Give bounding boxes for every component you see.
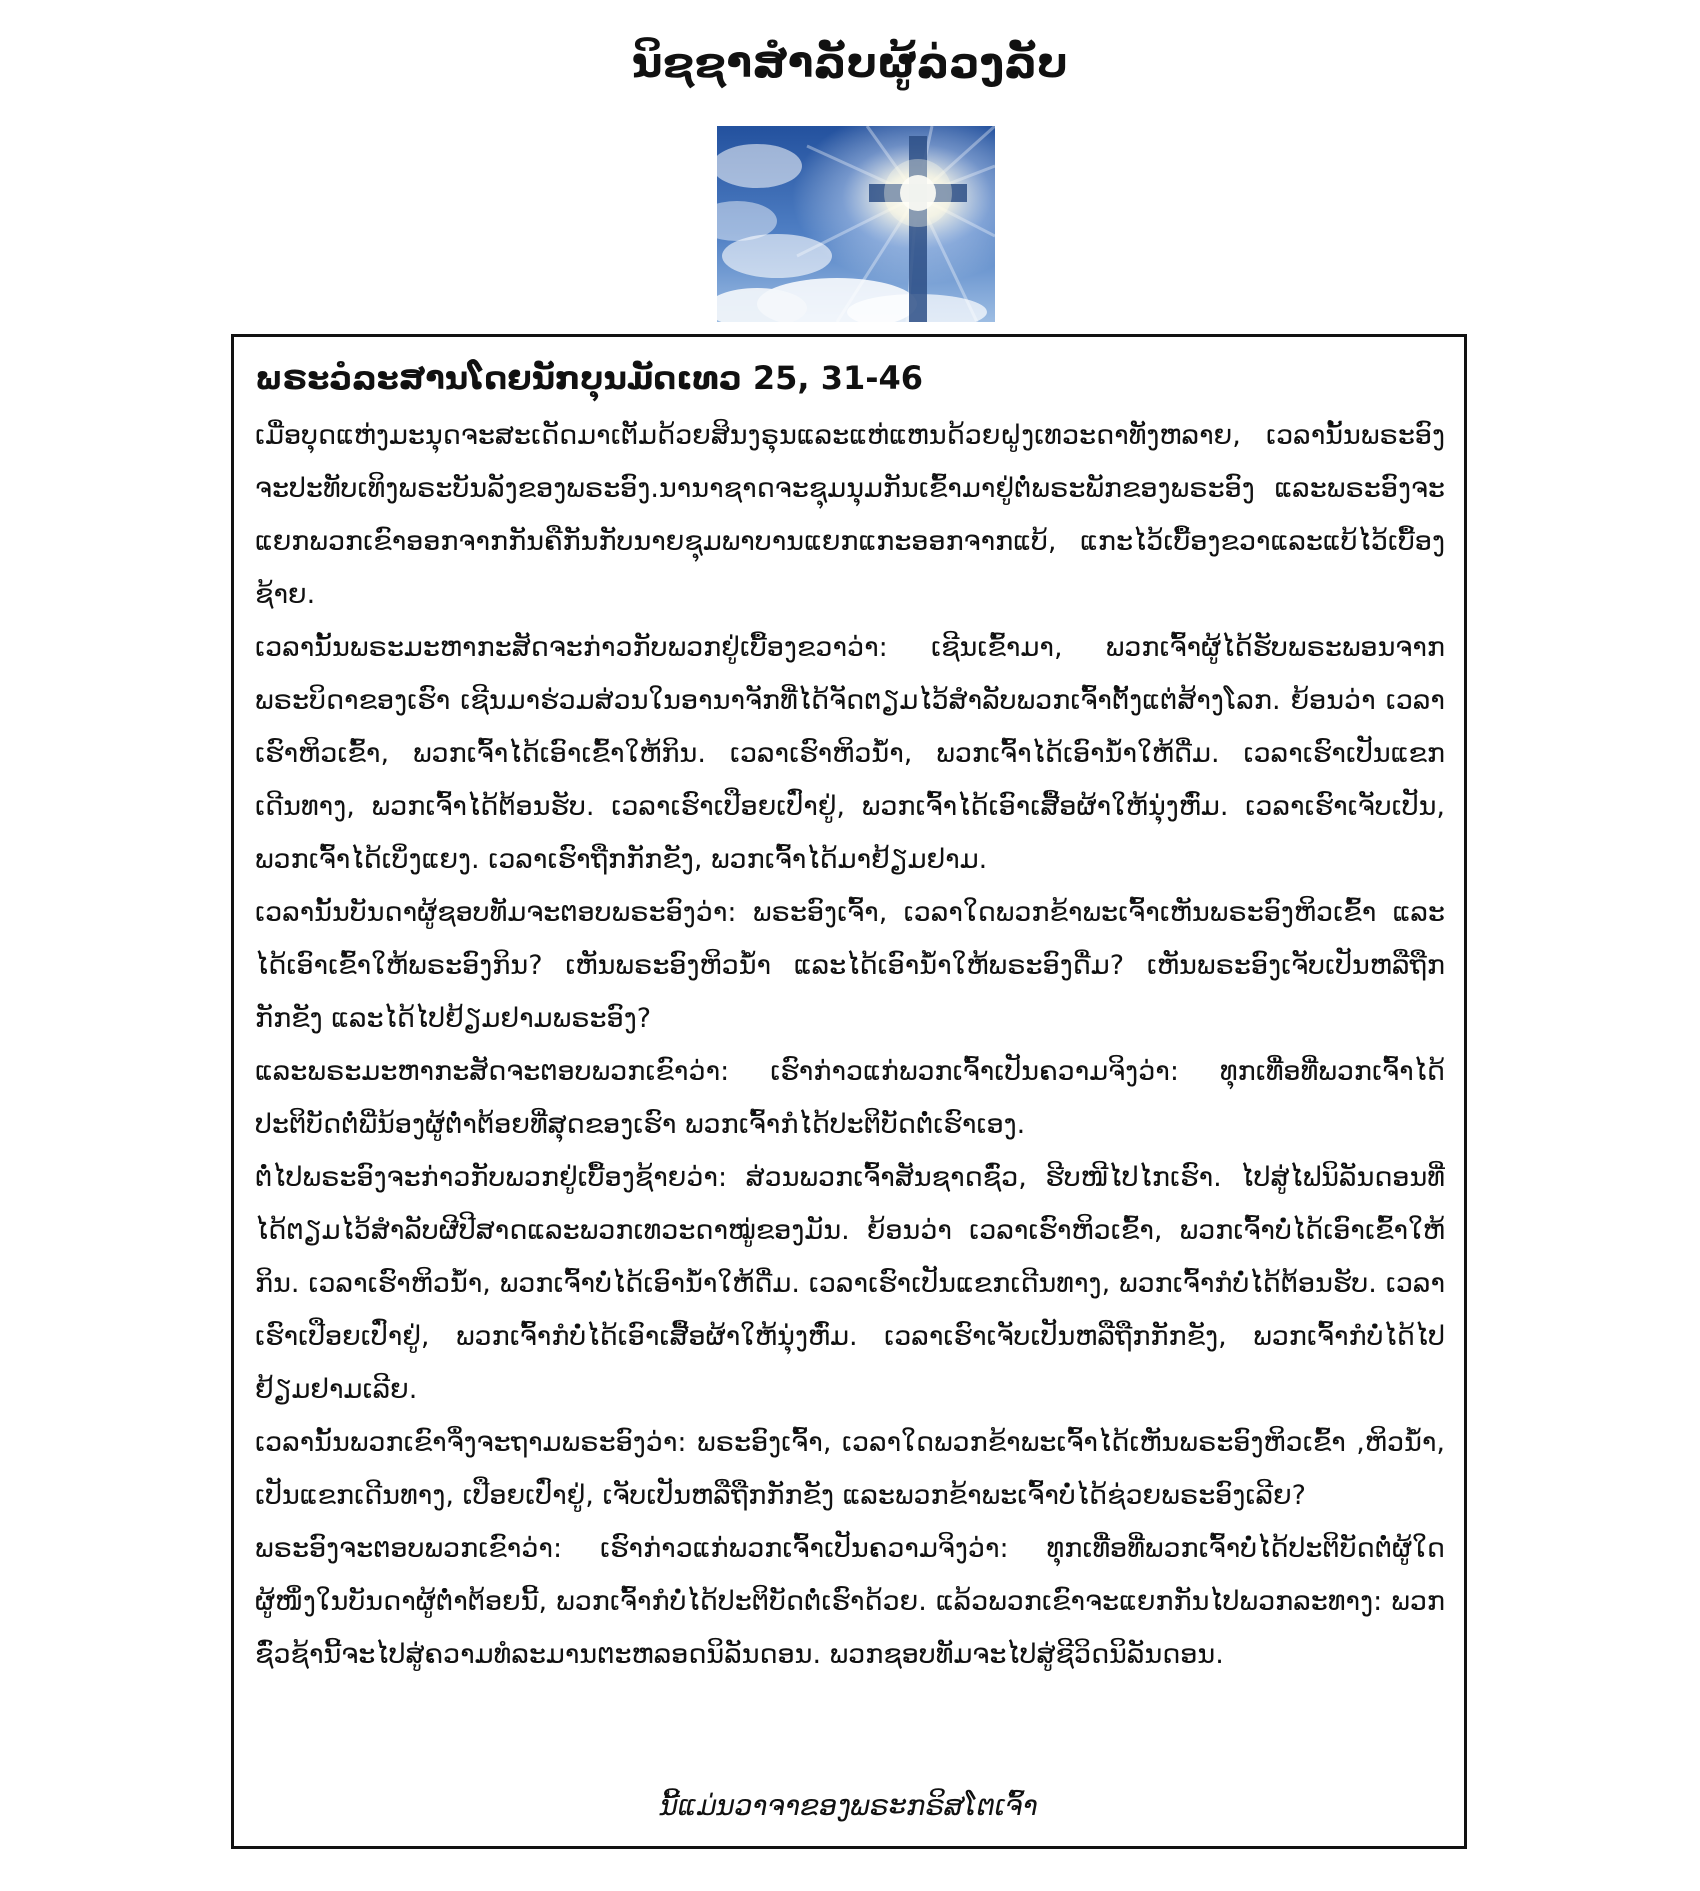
reading-paragraph: ເວລານັ້ນພຣະມະຫາກະສັດຈະກ່າວກັບພວກຢູ່ເບື້ອງຂວາວ່າ: ເຊີນເຂົ້າມາ, ພວກເຈົ້າຜູ້ໄດ້ຮັບພຣະພອນຈາກພຣະບິດາຂອງເຮົາ ເຊີນມາຮ່ວມສ່ວນໃນອານາຈັກທີ່ໄດ້ຈັດຕຽມໄວ້ສໍາລັບພວກເຈົ້າຕັ້ງແຕ່ສ້າງໂລກ. ຍ້ອນວ່າ ເວລາເຮົາຫິວເຂົ້າ, ພວກເຈົ້າໄດ້ເອົາເຂົ້າໃຫ້ກິນ. ເວລາເຮົາຫິວນໍ້າ, ພວກເຈົ້າໄດ້ເອົານໍ້າໃຫ້ດື່ມ. ເວລາເຮົາເປັນແຂກເດີນທາງ, ພວກເຈົ້າໄດ້ຕ້ອນຮັບ. ເວລາເຮົາເປືອຍເປົ່າຢູ່, ພວກເຈົ້າໄດ້ເອົາເສື້ອຜ້າໃຫ້ນຸ່ງຫົ່ມ. ເວລາເຮົາເຈັບເປັນ, ພວກເຈົ້າໄດ້ເບິ່ງແຍງ. ເວລາເຮົາຖືກກັກຂັງ, ພວກເຈົ້າໄດ້ມາຢ້ຽມຢາມ. [255, 632, 1445, 875]
reading-paragraph: ແລະພຣະມະຫາກະສັດຈະຕອບພວກເຂົາວ່າ: ເຮົາກ່າວແກ່ພວກເຈົ້າເປັນຄວາມຈິງວ່າ: ທຸກເທື່ອທີ່ພວກເຈົ້າໄດ້ປະຕິບັດຕໍ່ພີ່ນ້ອງຜູ້ຕໍ່າຕ້ອຍທີ່ສຸດຂອງເຮົາ ພວກເຈົ້າກໍໄດ້ປະຕິບັດຕໍ່ເຮົາເອງ. [255, 1056, 1445, 1140]
reading-paragraph: ເມື່ອບຸດແຫ່ງມະນຸດຈະສະເດັດມາເຕັມດ້ວຍສິນງຣຸນແລະແຫ່ແຫນດ້ວຍຝູງເທວະດາທັງຫລາຍ, ເວລານັ້ນພຣະອົງຈະປະທັບເທິງພຣະບັນລັງຂອງພຣະອົງ.ນານາຊາດຈະຊຸມນຸມກັນເຂົ້າມາຢູ່ຕໍ່ພຣະພັກຂອງພຣະອົງ ແລະພຣະອົງຈະແຍກພວກເຂົາອອກຈາກກັນຄືກັນກັບນາຍຊຸມພາບານແຍກແກະອອກຈາກແບ້, ແກະໄວ້ເບື້ອງຂວາແລະແບ້ໄວ້ເບື້ອງຊ້າຍ. [255, 420, 1445, 610]
closing-acclamation: ນີ້ແມ່ນວາຈາຂອງພຣະກຣິສໂຕເຈົ້າ [660, 1789, 1038, 1822]
reading-paragraph: ເວລານັ້ນພວກເຂົາຈຶ່ງຈະຖາມພຣະອົງວ່າ: ພຣະອົງເຈົ້າ, ເວລາໃດພວກຂ້າພະເຈົ້າໄດ້ເຫັນພຣະອົງຫິວເຂົ້າ ,ຫິວນໍ້າ, ເປັນແຂກເດີນທາງ, ເປືອຍເປົ່າຢູ່, ເຈັບເປັນຫລືຖືກກັກຂັງ ແລະພວກຂ້າພະເຈົ້າບໍ່ໄດ້ຊ່ວຍພຣະອົງເລີຍ? [255, 1427, 1445, 1511]
cross-in-sky-icon [717, 126, 995, 322]
reading-body [255, 409, 1445, 1681]
reading-paragraph: ເວລານັ້ນບັນດາຜູ້ຊອບທັມຈະຕອບພຣະອົງວ່າ: ພຣະອົງເຈົ້າ, ເວລາໃດພວກຂ້າພະເຈົ້າເຫັນພຣະອົງຫິວເຂົ້າ ແລະໄດ້ເອົາເຂົ້າໃຫ້ພຣະອົງກິນ? ເຫັນພຣະອົງຫິວນໍ້າ ແລະໄດ້ເອົານໍ້າໃຫ້ພຣະອົງດື່ມ? ເຫັນພຣະອົງເຈັບເປັນຫລືຖືກກັກຂັງ ແລະໄດ້ໄປຢ້ຽມຢາມພຣະອົງ? [255, 897, 1445, 1034]
reading-paragraph: ພຣະອົງຈະຕອບພວກເຂົາວ່າ: ເຮົາກ່າວແກ່ພວກເຈົ້າເປັນຄວາມຈິງວ່າ: ທຸກເທື່ອທີ່ພວກເຈົ້າບໍ່ໄດ້ປະຕິບັດຕໍ່ຜູ້ໃດຜູ້ໜຶ່ງໃນບັນດາຜູ້ຕໍ່າຕ້ອຍນີ້, ພວກເຈົ້າກໍບໍ່ໄດ້ປະຕິບັດຕໍ່ເຮົາດ້ວຍ. ແລ້ວພວກເຂົາຈະແຍກກັນໄປພວກລະທາງ: ພວກຊົ່ວຊ້ານີ້ຈະໄປສູ່ຄວາມທໍລະມານຕະຫລອດນິລັນດອນ. ພວກຊອບທັມຈະໄປສູ່ຊີວິດນິລັນດອນ. [255, 1533, 1445, 1670]
reading-paragraph: ຕໍ່ໄປພຣະອົງຈະກ່າວກັບພວກຢູ່ເບື້ອງຊ້າຍວ່າ: ສ່ວນພວກເຈົ້າສັນຊາດຊົ່ວ, ຮີບໜີໄປໄກເຮົາ. ໄປສູ່ໄຟນິລັນດອນທີ່ໄດ້ຕຽມໄວ້ສໍາລັບຜີປີສາດແລະພວກເທວະດາໝູ່ຂອງມັນ. ຍ້ອນວ່າ ເວລາເຮົາຫິວເຂົ້າ, ພວກເຈົ້າບໍ່ໄດ້ເອົາເຂົ້າໃຫ້ກິນ. ເວລາເຮົາຫິວນໍ້າ, ພວກເຈົ້າບໍ່ໄດ້ເອົານໍ້າໃຫ້ດື່ມ. ເວລາເຮົາເປັນແຂກເດີນທາງ, ພວກເຈົ້າກໍບໍ່ໄດ້ຕ້ອນຮັບ. ເວລາເຮົາເປືອຍເປົ່າຢູ່, ພວກເຈົ້າກໍບໍ່ໄດ້ເອົາເສື້ອຜ້າໃຫ້ນຸ່ງຫົ່ມ. ເວລາເຮົາເຈັບເປັນຫລືຖືກກັກຂັງ, ພວກເຈົ້າກໍບໍ່ໄດ້ໄປຢ້ຽມຢາມເລີຍ. [255, 1162, 1445, 1405]
cross-sky-illustration [717, 126, 995, 322]
page-title: ນິຊຊາສໍາລັບຜູ້ລ່ວງລັບ [631, 38, 1069, 87]
reading-heading: ພຣະວໍລະສານໂດຍນັກບຸນມັດເທວ 25, 31-46 [255, 359, 924, 397]
gospel-reading-box [231, 334, 1467, 1849]
